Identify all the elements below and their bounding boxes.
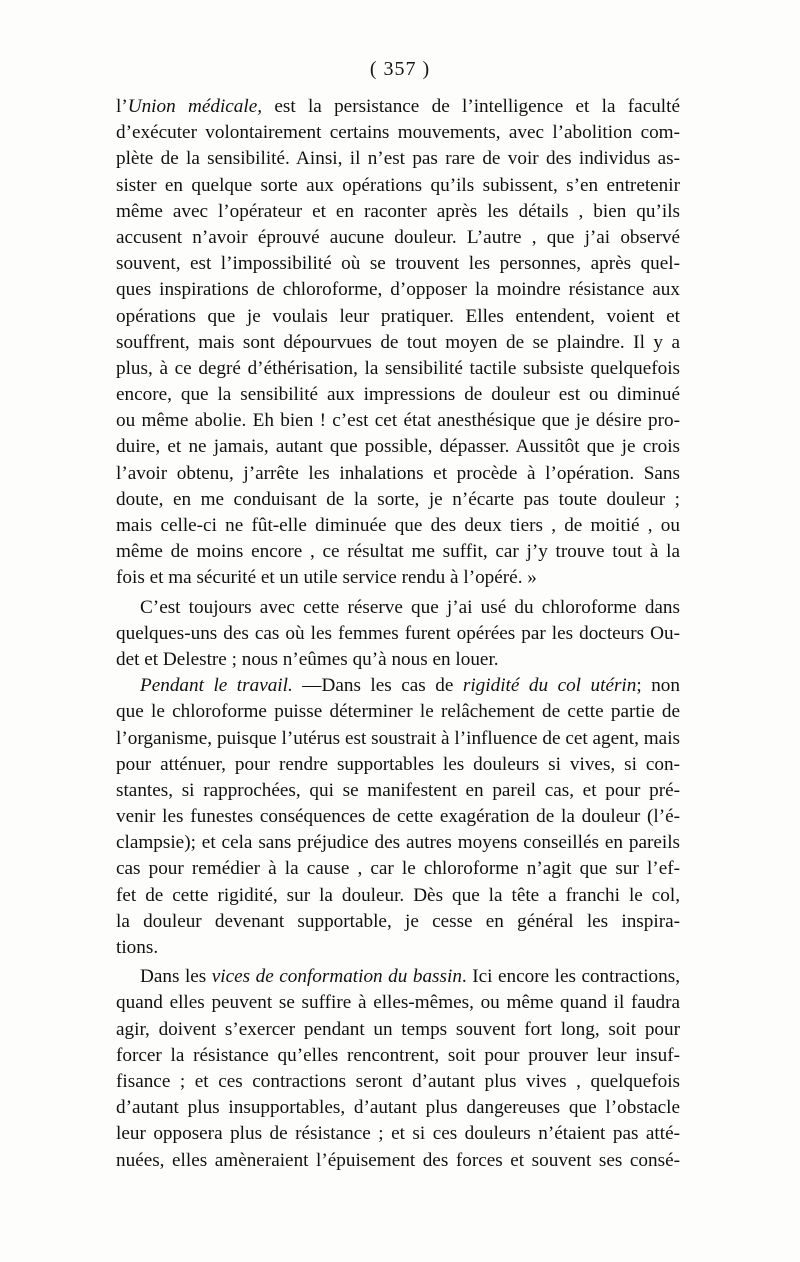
text-line: d’exécuter volontairement certains mouvements, avec l’abolition com- — [116, 122, 680, 144]
text-line: la douleur devenant supportable, je cesse en général les inspira- — [116, 910, 680, 932]
text-line: l’organisme, puisque l’utérus est soustrait à l’influence de cet agent, mais — [116, 727, 680, 749]
text-line: ques inspirations de chloroforme, d’opposer la moindre résistance aux — [116, 279, 680, 301]
text-line: tions. — [116, 937, 159, 958]
text-line: leur opposera plus de résistance ; et si ces douleurs n’étaient pas atté- — [116, 1123, 680, 1145]
text-line: pour atténuer, pour rendre supportables les douleurs si vives, si con- — [116, 753, 680, 775]
text-line: fisance ; et ces contractions seront d’autant plus vives , quelquefois — [116, 1070, 680, 1092]
text-line: l’Union médicale, est la persistance de l’intelligence et la faculté — [116, 96, 680, 117]
text-line: quand elles peuvent se suffire à elles-mêmes, ou même quand il faudra — [116, 992, 680, 1014]
text-line: doute, en me conduisant de la sorte, je n’écarte pas toute douleur ; — [116, 488, 680, 510]
text-line: accusent n’avoir éprouvé aucune douleur. L’autre , que j’ai observé — [116, 226, 680, 248]
text-line: venir les funestes conséquences de cette exagération de la douleur (l’é- — [116, 806, 680, 828]
text-line: plète de la sensibilité. Ainsi, il n’est pas rare de voir des individus as- — [116, 148, 680, 170]
text-line: agir, doivent s’exercer pendant un temps souvent fort long, soit pour — [116, 1018, 680, 1040]
text-line: C’est toujours avec cette réserve que j’ai usé du chloroforme dans — [140, 596, 680, 618]
text-line: quelques-uns des cas où les femmes furent opérées par les docteurs Ou- — [116, 622, 680, 644]
text-line: Dans les vices de conformation du bassin. Ici encore les contractions, — [140, 966, 681, 988]
text-line: forcer la résistance qu’elles rencontrent, soit pour prouver leur insuf- — [116, 1044, 680, 1066]
text-line: clampsie); et cela sans préjudice des autres moyens conseillés en pareils — [116, 832, 680, 854]
text-line: sister en quelque sorte aux opérations qu’ils subissent, s’en entretenir — [116, 174, 680, 196]
text-line: même avec l’opérateur et en raconter après les détails , bien qu’ils — [116, 200, 680, 222]
section-heading-line: Pendant le travail. —Dans les cas de rigidité du col utérin; non — [140, 675, 680, 697]
text-line: plus, à ce degré d’éthérisation, la sensibilité tactile subsiste quelquefois — [116, 357, 680, 379]
page-number: ( 357 ) — [369, 58, 431, 80]
text-line: mais celle-ci ne fût-elle diminuée que des deux tiers , de moitié , ou — [116, 515, 680, 536]
body-text — [116, 94, 680, 1174]
text-line: fet de cette rigidité, sur la douleur. Dès que la tête a franchi le col, — [116, 884, 680, 906]
text-line: fois et ma sécurité et un utile service rendu à l’opéré. » — [116, 567, 537, 589]
text-line: d’autant plus insupportables, d’autant plus dangereuses que l’obstacle — [116, 1097, 680, 1119]
text-line: que le chloroforme puisse déterminer le relâchement de cette partie de — [116, 701, 680, 723]
text-line: det et Delestre ; nous n’eûmes qu’à nous en louer. — [116, 648, 499, 670]
text-line: nuées, elles amèneraient l’épuisement des forces et souvent ses consé- — [116, 1149, 680, 1171]
text-line: cas pour remédier à la cause , car le chloroforme n’agit que sur l’ef- — [116, 858, 680, 880]
text-line: même de moins encore , ce résultat me suffit, car j’y trouve tout à la — [116, 541, 680, 563]
text-line: duire, et ne jamais, autant que possible, dépasser. Aussitôt que je crois — [116, 436, 680, 458]
text-line: stantes, si rapprochées, qui se manifestent en pareil cas, et pour pré- — [116, 779, 680, 801]
text-line: ou même abolie. Eh bien ! c’est cet état anesthésique que je désire pro- — [116, 410, 680, 432]
text-line: l’avoir obtenu, j’arrête les inhalations et procède à l’opération. Sans — [116, 462, 680, 484]
section-heading: Pendant le travail. — [140, 675, 293, 697]
text-line: encore, que la sensibilité aux impressions de douleur est ou diminué — [116, 384, 680, 406]
text-line: opérations que je voulais leur pratiquer. Elles entendent, voient et — [116, 305, 680, 327]
text-line: souffrent, mais sont dépourvues de tout moyen de se plaindre. Il y a — [116, 331, 680, 353]
text-line: souvent, est l’impossibilité où se trouvent les personnes, après quel- — [116, 253, 680, 275]
